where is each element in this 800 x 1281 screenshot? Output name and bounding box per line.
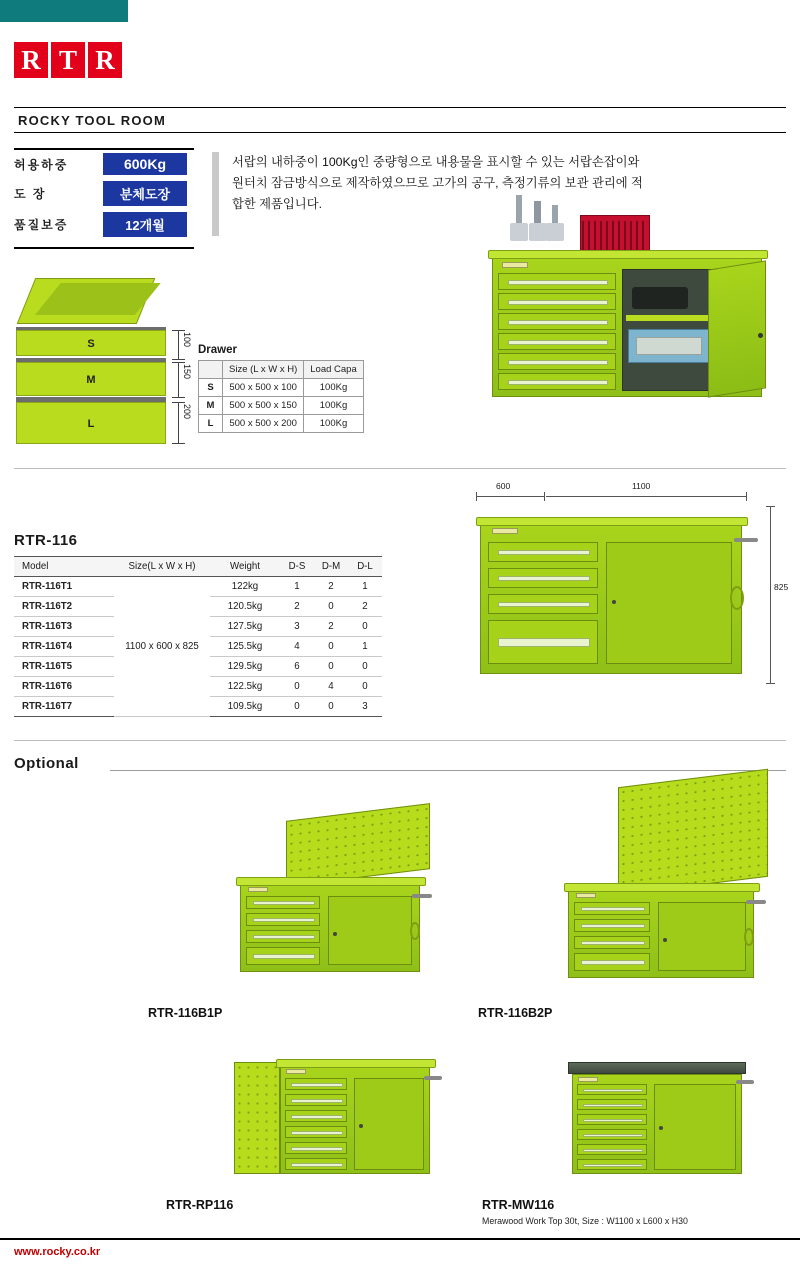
brand-title: ROCKY TOOL ROOM [18,113,167,128]
stored-tool-dark [632,287,688,309]
cell-dl: 0 [348,677,382,697]
door-lock-icon [612,600,616,604]
cell-weight: 122.5kg [210,677,280,697]
drawer-1 [488,542,598,562]
drawer-5 [577,1144,647,1155]
drawer-4 [285,1126,347,1138]
drawer-4-large [488,620,598,664]
cell-weight: 122kg [210,577,280,597]
optional-photo-3 [230,1056,445,1206]
caster-wheel-right [710,1192,725,1207]
spec-bottom-rule [14,247,194,249]
dim-line [178,402,179,444]
cart-body [280,1066,430,1174]
cell-dl: 1 [348,577,382,597]
drawer-6 [498,373,616,390]
spec-badge: 600Kg [103,153,187,175]
door-lock-icon [333,932,337,936]
drawer-4 [574,953,650,971]
drawer-6 [285,1158,347,1170]
cell-dm: 0 [314,637,348,657]
drawer-4 [577,1129,647,1140]
caster-wheel-right [374,998,390,1014]
spec-row [14,178,194,209]
cell-weight: 120.5kg [210,597,280,617]
caster-wheel-left [254,990,270,1006]
cell-dm: 2 [314,577,348,597]
drawer-1 [498,273,616,290]
cabinet-door [606,542,732,664]
dim-value-depth: 600 [496,481,511,491]
dim-line-depth [476,496,544,497]
cell-model: RTR-116T3 [14,617,114,637]
cell-ds: 3 [280,617,314,637]
pegboard-panel [286,803,430,887]
cell-dm: 4 [314,677,348,697]
drawer-3 [285,1110,347,1122]
drawer-6 [577,1159,647,1170]
optional-photo-2 [560,778,780,1023]
tray-contents [636,337,702,355]
cell-ds: 0 [280,677,314,697]
drawer-2 [498,293,616,310]
optional-note-4: Merawood Work Top 30t, Size : W1100 x L600 x H30 [482,1216,688,1226]
caster-wheel-right [708,1004,724,1020]
drawer-5 [498,353,616,370]
brand-title-bar [14,107,786,133]
brand-plate [502,262,528,268]
push-handle [424,1076,442,1080]
caster-wheel-left [266,1188,281,1203]
cell-dl: 0 [348,657,382,677]
table-row [14,577,382,597]
brand-plate [286,1069,306,1074]
drawer-block-s: S [16,330,166,356]
pegboard-panel-tall [618,769,768,895]
drawer-block-m: M [16,362,166,396]
side-handle-recess [744,928,754,946]
dim-line [178,362,179,398]
dim-value-width: 1100 [632,481,651,491]
optional-photo-1 [232,812,432,1022]
col-ds: D-S [280,557,314,577]
cell-weight: 109.5kg [210,697,280,717]
cell-weight: 127.5kg [210,617,280,637]
brand-plate [492,528,518,534]
optional-caption-4: RTR-MW116 [482,1198,555,1212]
push-handle [412,894,432,898]
drawer-2 [577,1099,647,1110]
cart-worktop [488,250,768,259]
open-door [708,260,766,397]
cell-model: RTR-116T7 [14,697,114,717]
drawer-1 [246,896,320,909]
cell-dm: 2 [314,617,348,637]
drawer-cell-size: 500 x 500 x 100 [223,379,304,397]
drawer-1 [577,1084,647,1095]
col-size: Size(L x W x H) [114,557,210,577]
spec-label: 품질보증 [14,218,69,232]
cart-body [572,1074,742,1174]
drawer-col-size: Size (L x W x H) [223,361,304,379]
cell-ds: 2 [280,597,314,617]
dim-tick [766,683,775,684]
dim-line [178,330,179,360]
dim-line-width [546,496,746,497]
dim-value-s: 100 [182,332,192,348]
compartment-shelf [626,315,718,321]
drawer-cell-name: M [199,397,223,415]
side-handle-recess [730,586,744,610]
spec-label: 도 장 [14,187,47,201]
spec-badge: 분체도장 [103,181,187,206]
cell-dl: 1 [348,637,382,657]
drawer-2 [285,1094,347,1106]
cell-dl: 3 [348,697,382,717]
section-divider-1 [14,468,786,469]
drawer-tray-graphic [17,278,156,324]
logo-letter-r2: R [88,42,122,78]
dim-tick [172,443,185,444]
optional-caption-1: RTR-116B1P [148,1006,223,1020]
product-photo-dimensioned [470,482,790,722]
col-weight: Weight [210,557,280,577]
drawer-cell-name: L [199,415,223,433]
drawer-dimension-column [168,330,202,444]
spec-row [14,209,194,240]
cell-ds: 0 [280,697,314,717]
drawer-1 [285,1078,347,1090]
optional-photo-4 [560,1056,775,1206]
drawer-3 [246,930,320,943]
cell-dl: 0 [348,617,382,637]
spec-value-cell [96,150,194,178]
cart-worktop [476,517,748,526]
cell-ds: 6 [280,657,314,677]
optional-caption-2: RTR-116B2P [478,1006,553,1020]
drawer-tray-inner [35,283,161,315]
drawer-table-title: Drawer [198,344,237,356]
dim-value-m: 150 [182,364,192,380]
dim-tick [172,330,185,331]
cabinet-door [354,1078,424,1170]
drawer-size-illustration [16,278,192,443]
dim-value-l: 200 [182,404,192,420]
dim-line-height [770,506,771,684]
cell-ds: 4 [280,637,314,657]
push-handle [736,1080,754,1084]
cell-shared-size: 1100 x 600 x 825 [114,577,210,717]
drawer-cell-size: 500 x 500 x 200 [223,415,304,433]
cell-dm: 0 [314,697,348,717]
optional-caption-3: RTR-RP116 [166,1198,234,1212]
cart-body [480,524,742,674]
spec-row [14,150,194,178]
tool-holders-group [510,195,570,250]
spec-value-cell [96,209,194,240]
brand-plate [578,1077,598,1082]
drawer-cell-load: 100Kg [304,397,363,415]
logo-letter-t: T [51,42,85,78]
caster-wheel-rear [620,381,634,395]
caster-wheel-left [582,996,598,1012]
section-title-rtr116: RTR-116 [14,532,78,549]
push-handle [734,538,758,542]
cell-model: RTR-116T1 [14,577,114,597]
drawer-col-load: Load Capa [304,361,363,379]
cabinet-door [654,1084,736,1170]
dim-tick [172,397,185,398]
rtr-logo [14,42,122,78]
dim-tick [172,402,185,403]
drawer-2 [574,919,650,932]
cell-weight: 125.5kg [210,637,280,657]
product-description: 서랍의 내하중이 100Kg인 중량형으로 내용물을 표시할 수 있는 서랍손잡이와 원터치 잠금방식으로 제작하였으므로 고가의 공구, 측정기류의 보관 관리에 적합한 제품입니다. [232,155,643,211]
door-lock-icon [359,1124,363,1128]
col-model: Model [14,557,114,577]
cabinet-door [658,902,746,971]
cell-ds: 1 [280,577,314,597]
teal-corner-block [0,0,128,22]
cart-worktop [236,877,426,886]
drawer-3 [577,1114,647,1125]
cell-model: RTR-116T2 [14,597,114,617]
drawer-5 [285,1142,347,1154]
model-table [14,556,382,717]
cell-dm: 0 [314,597,348,617]
dim-value-height: 825 [774,582,789,592]
cart-worktop [276,1059,436,1068]
drawer-3 [498,313,616,330]
caster-wheel-left [590,1186,605,1201]
section-divider-2 [14,740,786,741]
drawer-table [198,360,364,433]
logo-letter-r1: R [14,42,48,78]
footer-rule [0,1238,800,1240]
dim-tick [172,362,185,363]
pegboard-side-panel [234,1062,280,1174]
drawer-2 [488,568,598,588]
drawer-3 [574,936,650,949]
brand-plate [576,893,596,898]
drawer-2 [246,913,320,926]
drawer-cell-size: 500 x 500 x 150 [223,397,304,415]
spec-badge: 12개월 [103,212,187,237]
drawer-table-header-row [199,361,364,379]
cell-weight: 129.5kg [210,657,280,677]
drawer-block-l: L [16,402,166,444]
caster-wheel-right [396,1194,411,1209]
cell-model: RTR-116T6 [14,677,114,697]
drawer-cell-load: 100Kg [304,379,363,397]
cart-body [240,884,420,972]
optional-rule [110,770,786,771]
drawer-1 [574,902,650,915]
door-lock-icon [659,1126,663,1130]
cart-worktop [564,883,760,892]
drawer-cell-name: S [199,379,223,397]
dim-tick [766,506,775,507]
cell-dm: 0 [314,657,348,677]
cart-body [568,890,754,978]
section-title-optional: Optional [14,755,79,772]
drawer-col-name [199,361,223,379]
door-lock-icon [758,333,763,338]
side-handle-recess [410,922,420,940]
table-row [199,379,364,397]
dim-tick [172,359,185,360]
brand-plate [248,887,268,892]
table-row [199,415,364,433]
merawood-worktop [568,1062,746,1074]
dim-tick [476,492,477,501]
spec-table [14,150,194,240]
cell-model: RTR-116T4 [14,637,114,657]
drawer-4 [498,333,616,350]
push-handle [746,900,766,904]
cell-model: RTR-116T5 [14,657,114,677]
drawer-cell-load: 100Kg [304,415,363,433]
description-accent-bar [212,152,219,236]
cabinet-door [328,896,412,965]
spec-label: 허용하중 [14,157,69,172]
spec-value-cell [96,178,194,209]
drawer-4 [246,947,320,965]
door-lock-icon [663,938,667,942]
table-row [199,397,364,415]
model-table-header-row [14,557,382,577]
cell-dl: 2 [348,597,382,617]
product-photo-open-cabinet [470,195,788,460]
col-dm: D-M [314,557,348,577]
col-dl: D-L [348,557,382,577]
footer-url[interactable]: www.rocky.co.kr [14,1246,101,1258]
drawer-3 [488,594,598,614]
dim-tick [746,492,747,501]
dim-tick [544,492,545,501]
